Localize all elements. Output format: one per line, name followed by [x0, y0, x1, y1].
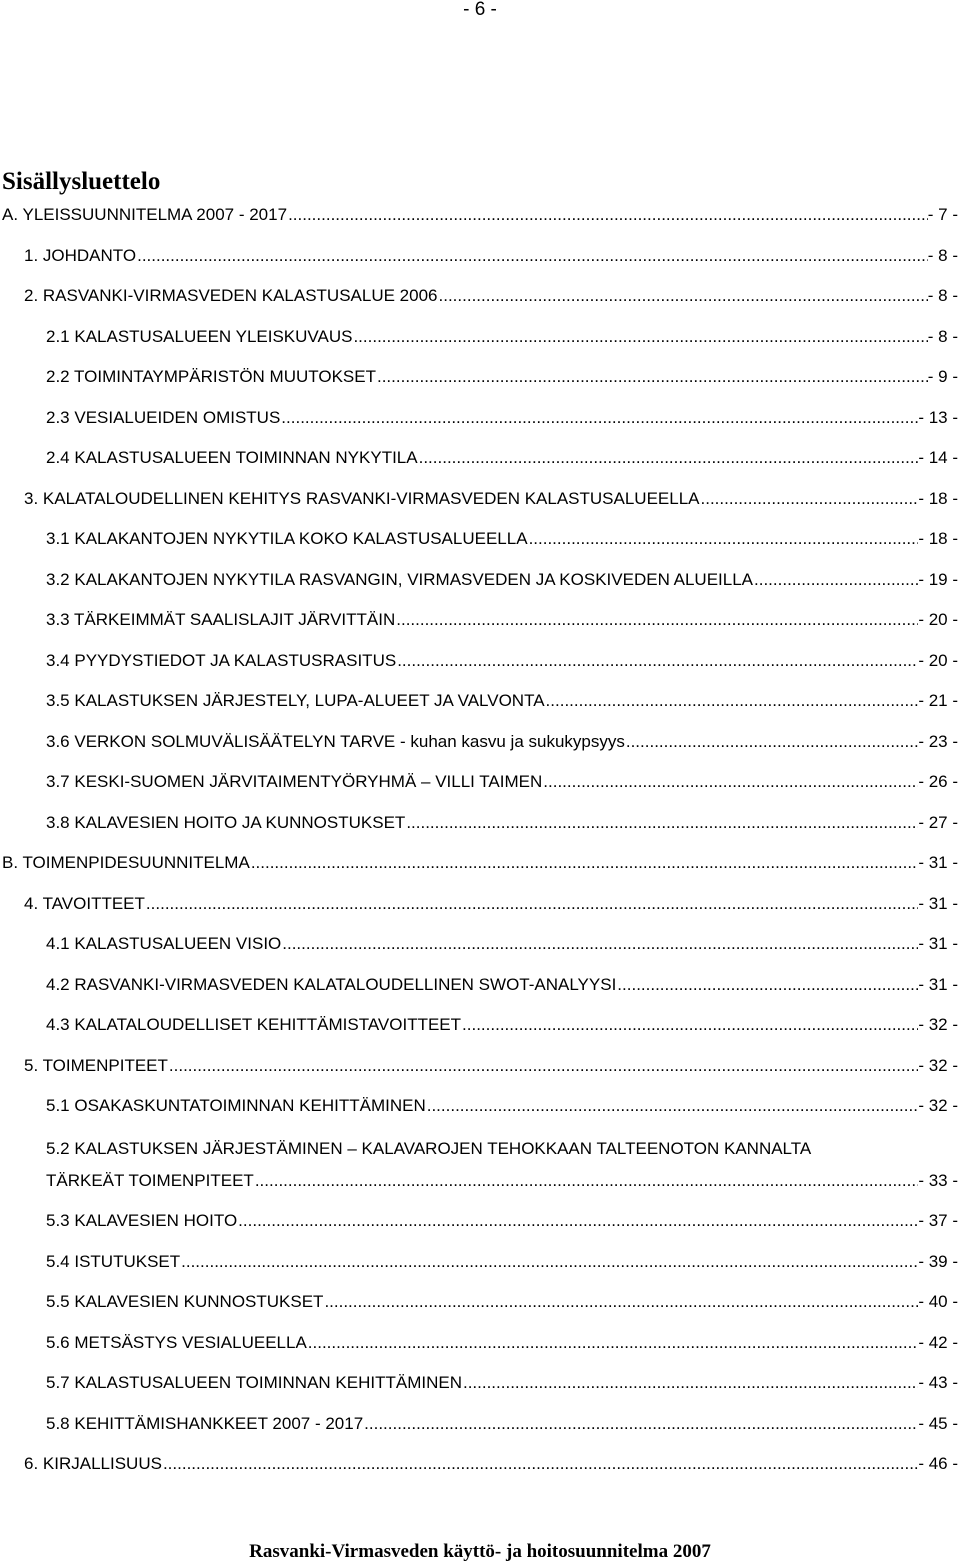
toc-entry-page: - 19 -	[918, 570, 958, 589]
toc-entry[interactable]	[46, 767, 958, 793]
toc-entry-label: B. TOIMENPIDESUUNNITELMA	[2, 853, 250, 872]
toc-entry-label: 3.7 KESKI-SUOMEN JÄRVITAIMENTYÖRYHMÄ – VILLI TAIMEN	[46, 772, 543, 791]
toc-entry-page: - 31 -	[918, 934, 958, 953]
toc-entry[interactable]	[46, 1287, 958, 1313]
toc-leader	[281, 933, 918, 955]
toc-leader	[168, 1055, 918, 1077]
toc-leader	[352, 326, 927, 348]
toc-entry[interactable]	[46, 322, 958, 348]
toc-entry-page: - 8 -	[927, 327, 958, 346]
toc-leader	[395, 609, 918, 631]
toc-entry-label: 5.3 KALAVESIEN HOITO	[46, 1211, 238, 1230]
toc-leader	[287, 204, 928, 226]
toc-leader	[418, 447, 919, 469]
toc-entry[interactable]	[46, 605, 958, 631]
toc-entry-page: - 14 -	[918, 448, 958, 467]
toc-entry-label: 3.8 KALAVESIEN HOITO JA KUNNOSTUKSET	[46, 813, 406, 832]
toc-entry-label: 2.1 KALASTUSALUEEN YLEISKUVAUS	[46, 327, 353, 346]
toc-entry[interactable]	[24, 484, 958, 510]
toc-leader	[426, 1095, 919, 1117]
toc-entry-page: - 43 -	[918, 1373, 958, 1392]
toc-entry-page: - 37 -	[918, 1211, 958, 1230]
toc-entry-label: 3.2 KALAKANTOJEN NYKYTILA RASVANGIN, VIRMASVEDEN JA KOSKIVEDEN ALUEILLA	[46, 570, 754, 589]
toc-leader	[237, 1210, 918, 1232]
toc-entry-label: 5.7 KALASTUSALUEEN TOIMINNAN KEHITTÄMINEN	[46, 1373, 462, 1392]
toc-entry[interactable]	[2, 848, 958, 874]
toc-title: Sisällysluettelo	[2, 168, 161, 195]
toc-entry-label: 5. TOIMENPITEET	[24, 1056, 168, 1075]
page-footer: Rasvanki-Virmasveden käyttö- ja hoitosuunnitelma 2007	[249, 1541, 711, 1562]
toc-entry[interactable]	[24, 1449, 958, 1475]
toc-entry[interactable]	[2, 200, 958, 226]
toc-entry[interactable]	[46, 443, 958, 469]
toc-entry-label: TÄRKEÄT TOIMENPITEET	[46, 1171, 254, 1190]
toc-entry-label: 3.5 KALASTUKSEN JÄRJESTELY, LUPA-ALUEET JA VALVONTA	[46, 691, 545, 710]
toc-leader	[280, 407, 918, 429]
toc-entry[interactable]	[46, 1409, 958, 1435]
toc-entry-page: - 40 -	[918, 1292, 958, 1311]
toc-entry-label: 5.1 OSAKASKUNTATOIMINNAN KEHITTÄMINEN	[46, 1096, 426, 1115]
toc-entry-page: - 13 -	[918, 408, 958, 427]
toc-entry[interactable]	[46, 929, 958, 955]
toc-entry-page: - 32 -	[918, 1015, 958, 1034]
toc-entry-page: - 39 -	[918, 1252, 958, 1271]
toc-entry-page: - 23 -	[918, 732, 958, 751]
toc-entry-label: 3.1 KALAKANTOJEN NYKYTILA KOKO KALASTUSALUEELLA	[46, 529, 528, 548]
toc-leader	[616, 974, 918, 996]
toc-entry[interactable]	[46, 1328, 958, 1354]
toc-entry-label: 3.6 VERKON SOLMUVÄLISÄÄTELYN TARVE - kuhan kasvu ja sukukypsyys	[46, 732, 625, 751]
toc-leader	[625, 731, 918, 753]
toc-leader	[396, 650, 918, 672]
toc-leader	[323, 1291, 918, 1313]
toc-leader	[438, 285, 928, 307]
toc-leader	[542, 771, 918, 793]
toc-leader	[136, 245, 928, 267]
toc-leader	[376, 366, 928, 388]
toc-entry-label: 4.2 RASVANKI-VIRMASVEDEN KALATALOUDELLINEN SWOT-ANALYYSI	[46, 975, 617, 994]
toc-entry[interactable]	[24, 241, 958, 267]
toc-entry[interactable]	[46, 362, 958, 388]
toc-entry-label: 3.3 TÄRKEIMMÄT SAALISLAJIT JÄRVITTÄIN	[46, 610, 396, 629]
toc-entry-page: - 32 -	[918, 1056, 958, 1075]
toc-entry[interactable]	[46, 646, 958, 672]
toc-entry-label: 2. RASVANKI-VIRMASVEDEN KALASTUSALUE 2006	[24, 286, 438, 305]
toc-entry-label: 3. KALATALOUDELLINEN KEHITYS RASVANKI-VIRMASVEDEN KALASTUSALUEELLA	[24, 489, 700, 508]
toc-entry-page: - 33 -	[918, 1171, 958, 1190]
toc-entry[interactable]	[46, 1368, 958, 1394]
toc-leader	[462, 1372, 918, 1394]
toc-entry-label: 5.8 KEHITTÄMISHANKKEET 2007 - 2017	[46, 1414, 364, 1433]
toc-entry-label: 2.3 VESIALUEIDEN OMISTUS	[46, 408, 281, 427]
toc-entry[interactable]	[24, 1051, 958, 1077]
toc-leader	[528, 528, 919, 550]
toc-entry-page: - 7 -	[927, 205, 958, 224]
page-number: - 6 -	[463, 0, 497, 20]
toc-entry-label: 5.4 ISTUTUKSET	[46, 1252, 181, 1271]
toc-entry-page: - 18 -	[918, 489, 958, 508]
toc-leader	[363, 1413, 918, 1435]
toc-entry[interactable]	[46, 403, 958, 429]
toc-entry-page: - 8 -	[927, 246, 958, 265]
toc-entry[interactable]	[46, 1206, 958, 1232]
toc-entry-page: - 45 -	[918, 1414, 958, 1433]
toc-entry[interactable]	[46, 524, 958, 550]
toc-entry-page: - 42 -	[918, 1333, 958, 1352]
toc-entry[interactable]	[46, 808, 958, 834]
toc-leader	[753, 569, 918, 591]
toc-entry[interactable]	[46, 1247, 958, 1273]
toc-leader	[180, 1251, 918, 1273]
toc-entry[interactable]	[46, 1010, 958, 1036]
toc-entry-label: 1. JOHDANTO	[24, 246, 137, 265]
toc-entry-page: - 31 -	[918, 853, 958, 872]
toc-entry-page: - 18 -	[918, 529, 958, 548]
toc-entry-label: 5.6 METSÄSTYS VESIALUEELLA	[46, 1333, 307, 1352]
toc-entry-page: - 31 -	[918, 894, 958, 913]
toc-entry-label-line1[interactable]: 5.2 KALASTUKSEN JÄRJESTÄMINEN – KALAVAROJEN TEHOKKAAN TALTEENOTON KANNALTA	[46, 1139, 812, 1158]
toc-entry[interactable]	[46, 1091, 958, 1117]
toc-entry-label: 6. KIRJALLISUUS	[24, 1454, 162, 1473]
toc-leader	[254, 1170, 918, 1192]
toc-entry[interactable]	[24, 281, 958, 307]
toc-entry-page: - 8 -	[927, 286, 958, 305]
toc-entry[interactable]	[46, 970, 958, 996]
toc-entry-page: - 31 -	[918, 975, 958, 994]
toc-entry-page: - 46 -	[918, 1454, 958, 1473]
toc-leader	[461, 1014, 918, 1036]
toc-leader	[700, 488, 919, 510]
toc-entry-label: 3.4 PYYDYSTIEDOT JA KALASTUSRASITUS	[46, 651, 397, 670]
toc-entry-page: - 32 -	[918, 1096, 958, 1115]
toc-leader	[250, 852, 919, 874]
toc-entry-page: - 21 -	[918, 691, 958, 710]
toc-entry-page: - 26 -	[918, 772, 958, 791]
toc-entry-label: 2.4 KALASTUSALUEEN TOIMINNAN NYKYTILA	[46, 448, 418, 467]
toc-entry-label: A. YLEISSUUNNITELMA 2007 - 2017	[2, 205, 288, 224]
toc-entry-label: 4.3 KALATALOUDELLISET KEHITTÄMISTAVOITTEET	[46, 1015, 462, 1034]
toc-leader	[145, 893, 918, 915]
toc-leader	[307, 1332, 919, 1354]
toc-entry-label: 2.2 TOIMINTAYMPÄRISTÖN MUUTOKSET	[46, 367, 376, 386]
toc-entry-page: - 20 -	[918, 651, 958, 670]
toc-entry[interactable]	[46, 565, 958, 591]
toc-leader	[545, 690, 919, 712]
toc-leader	[405, 812, 918, 834]
toc-entry-label: 5.5 KALAVESIEN KUNNOSTUKSET	[46, 1292, 324, 1311]
toc-entry[interactable]	[46, 686, 958, 712]
toc-entry-page: - 9 -	[927, 367, 958, 386]
toc-entry[interactable]	[24, 889, 958, 915]
toc-entry-label: 4. TAVOITTEET	[24, 894, 145, 913]
toc-entry-label: 4.1 KALASTUSALUEEN VISIO	[46, 934, 282, 953]
toc-entry[interactable]	[46, 1166, 958, 1192]
toc-entry-page: - 20 -	[918, 610, 958, 629]
toc-entry[interactable]	[46, 727, 958, 753]
toc-entry-page: - 27 -	[918, 813, 958, 832]
toc-leader	[162, 1453, 918, 1475]
